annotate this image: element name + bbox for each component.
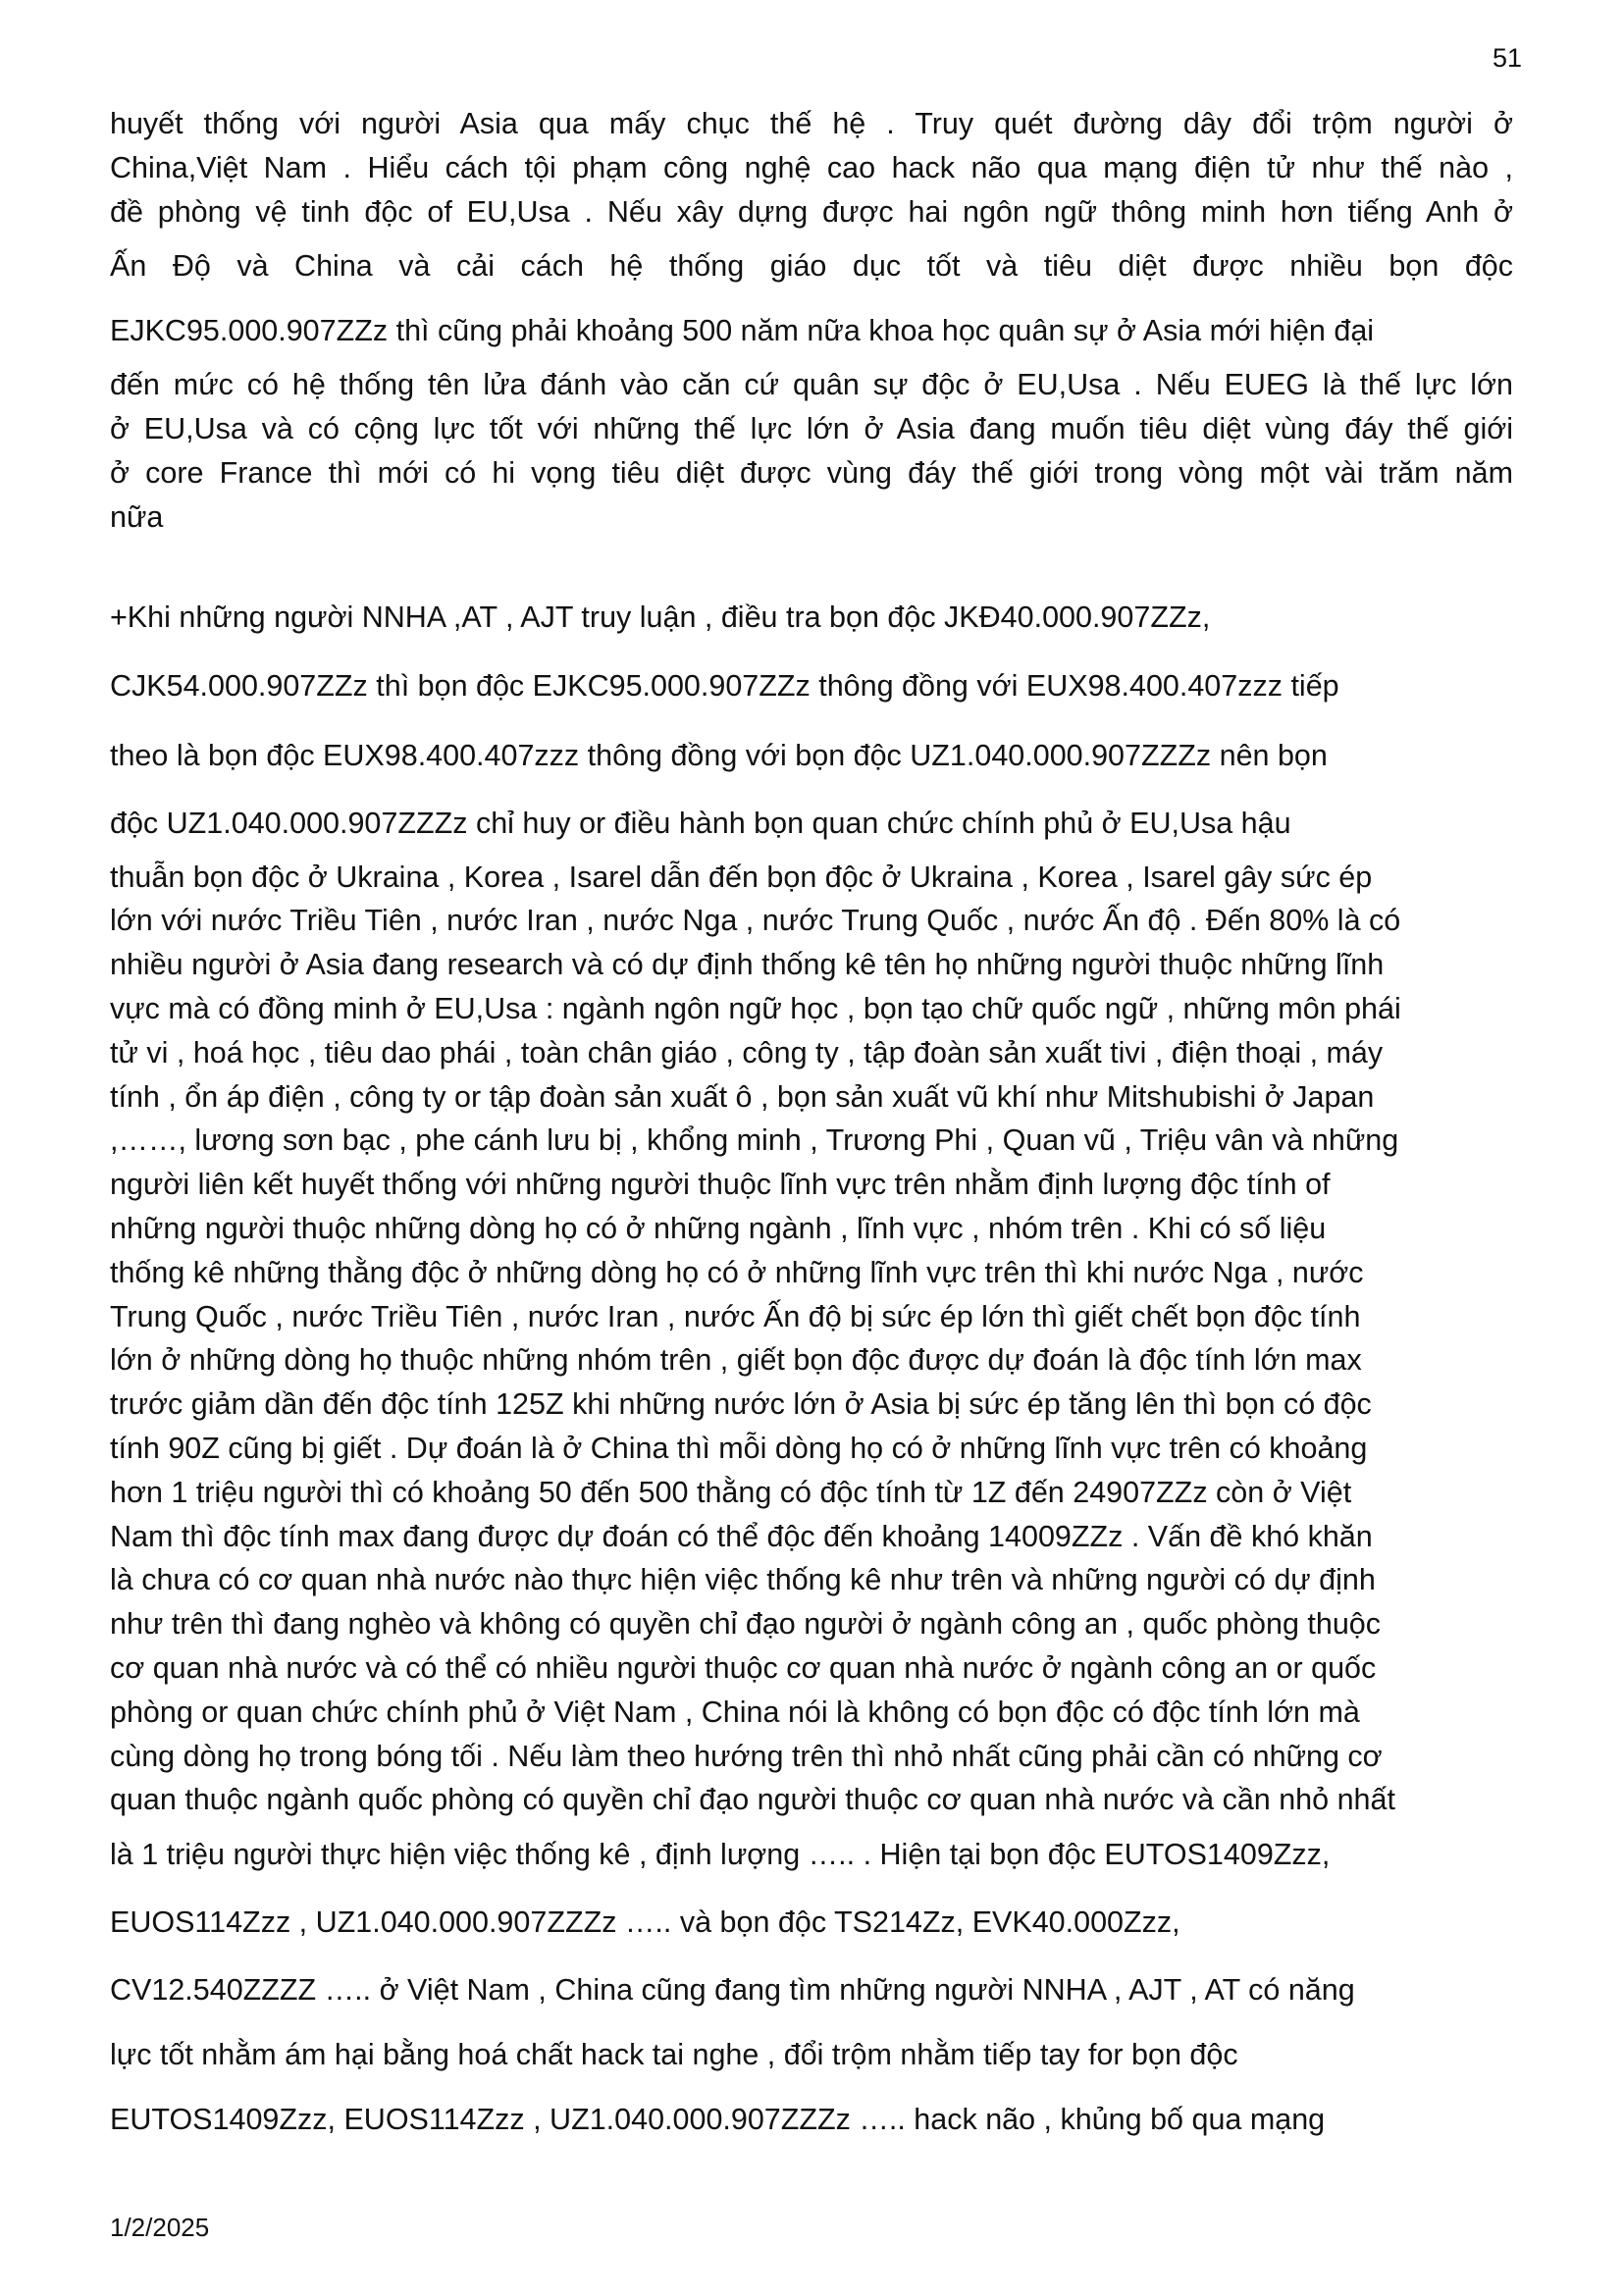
text-line: hơn 1 triệu người thì có khoảng 50 đến 500 thằng có độc tính từ 1Z đến 24907ZZz còn ở Việt <box>110 1475 1352 1509</box>
text-line: quan thuộc ngành quốc phòng có quyền chỉ đạo người thuộc cơ quan nhà nước và cần nhỏ nhất <box>110 1783 1395 1817</box>
text-line: tử vi , hoá học , tiêu dao phái , toàn chân giáo , công ty , tập đoàn sản xuất tivi , điện thoại , máy <box>110 1035 1384 1070</box>
text-line: EUTOS1409Zzz, EUOS114Zzz , UZ1.040.000.907ZZZz ….. hack não , khủng bố qua mạng <box>110 2103 1326 2137</box>
text-line: thống kê những thằng độc ở những dòng họ có ở những lĩnh vực trên thì khi nước Nga , nước <box>110 1255 1364 1289</box>
text-line: ở core France thì mới có hi vọng tiêu diệt được vùng đáy thế giới trong vòng một vài trăm năm <box>110 455 1513 490</box>
paragraph-1 <box>110 102 1513 540</box>
page-number: 51 <box>1492 43 1522 73</box>
paragraph-2 <box>110 583 1513 2153</box>
text-line: lớn với nước Triều Tiên , nước Iran , nước Nga , nước Trung Quốc , nước Ấn độ . Đến 80% là có <box>110 904 1401 938</box>
text-line: Nam thì độc tính max đang được dự đoán có thể độc đến khoảng 14009ZZz . Vấn đề khó khăn <box>110 1519 1373 1553</box>
text-line: nhiều người ở Asia đang research và có dự định thống kê tên họ những người thuộc những lĩnh <box>110 948 1385 982</box>
text-line: tính , ổn áp điện , công ty or tập đoàn sản xuất ô , bọn sản xuất vũ khí như Mitshubishi ở Japan <box>110 1079 1375 1114</box>
paragraph-gap <box>110 540 1513 583</box>
text-line: tính 90Z cũng bị giết . Dự đoán là ở China thì mỗi dòng họ có ở những lĩnh vực trên có khoảng <box>110 1431 1368 1465</box>
text-line: phòng or quan chức chính phủ ở Việt Nam , China nói là không có bọn độc có độc tính lớn mà <box>110 1695 1360 1729</box>
document-body <box>110 102 1513 2152</box>
text-line: Ấn Độ và China và cải cách hệ thống giáo dục tốt và tiêu diệt được nhiều bọn độc <box>110 249 1513 284</box>
text-line: China,Việt Nam . Hiểu cách tội phạm công nghệ cao hack não qua mạng điện tử như thế nào , <box>110 150 1513 184</box>
text-line: lực tốt nhằm ám hại bằng hoá chất hack tai nghe , đổi trộm nhằm tiếp tay for bọn độc <box>110 2038 1238 2072</box>
text-line: EUOS114Zzz , UZ1.040.000.907ZZZz ….. và bọn độc TS214Zz, EVK40.000Zzz, <box>110 1905 1180 1940</box>
text-line: cùng dòng họ trong bóng tối . Nếu làm theo hướng trên thì nhỏ nhất cũng phải cần có những cơ <box>110 1739 1383 1773</box>
text-line: như trên thì đang nghèo và không có quyền chỉ đạo người ở ngành công an , quốc phòng thuộc <box>110 1607 1382 1642</box>
text-line: thuẫn bọn độc ở Ukraina , Korea , Isarel dẫn đến bọn độc ở Ukraina , Korea , Isarel gây sức ép <box>110 860 1373 894</box>
footer-date: 1/2/2025 <box>110 2213 210 2242</box>
text-line: là 1 triệu người thực hiện việc thống kê , định lượng ….. . Hiện tại bọn độc EUTOS1409Zzz, <box>110 1838 1331 1872</box>
text-line: EJKC95.000.907ZZz thì cũng phải khoảng 500 năm nữa khoa học quân sự ở Asia mới hiện đại <box>110 314 1375 348</box>
text-line: đến mức có hệ thống tên lửa đánh vào căn cứ quân sự độc ở EU,Usa . Nếu EUEG là thế lực lớn <box>110 368 1513 402</box>
text-line: độc UZ1.040.000.907ZZZz chỉ huy or điều hành bọn quan chức chính phủ ở EU,Usa hậu <box>110 806 1291 840</box>
text-line: là chưa có cơ quan nhà nước nào thực hiện việc thống kê như trên và những người có dự định <box>110 1563 1376 1597</box>
text-line: Trung Quốc , nước Triều Tiên , nước Iran , nước Ấn độ bị sức ép lớn thì giết chết bọn độc tính <box>110 1299 1361 1333</box>
text-line: đề phòng vệ tinh độc of EU,Usa . Nếu xây dựng được hai ngôn ngữ thông minh hơn tiếng Anh ở <box>110 194 1513 229</box>
text-line: lớn ở những dòng họ thuộc những nhóm trên , giết bọn độc được dự đoán là độc tính lớn max <box>110 1343 1362 1378</box>
text-line: vực mà có đồng minh ở EU,Usa : ngành ngôn ngữ học , bọn tạo chữ quốc ngữ , những môn phái <box>110 991 1401 1025</box>
text-line: cơ quan nhà nước và có thể có nhiều người thuộc cơ quan nhà nước ở ngành công an or quốc <box>110 1650 1377 1685</box>
text-line: nữa <box>110 499 164 534</box>
text-line: người liên kết huyết thống với những người thuộc lĩnh vực trên nhằm định lượng độc tính of <box>110 1168 1331 1202</box>
text-line: trước giảm dần đến độc tính 125Z khi những nước lớn ở Asia bị sức ép tăng lên thì bọn có độc <box>110 1387 1372 1422</box>
text-line: huyết thống với người Asia qua mấy chục thế hệ . Truy quét đường dây đổi trộm người ở <box>110 107 1513 140</box>
text-line: những người thuộc những dòng họ có ở những ngành , lĩnh vực , nhóm trên . Khi có số liệu <box>110 1211 1327 1245</box>
text-line: CJK54.000.907ZZz thì bọn độc EJKC95.000.907ZZz thông đồng với EUX98.400.407zzz tiếp <box>110 668 1339 703</box>
text-line: CV12.540ZZZZ ….. ở Việt Nam , China cũng đang tìm những người NNHA , AJT , AT có năng <box>110 1973 1355 2008</box>
text-line: ,……, lương sơn bạc , phe cánh lưu bị , khổng minh , Trương Phi , Quan vũ , Triệu vân và những <box>110 1123 1399 1158</box>
text-line: +Khi những người NNHA ,AT , AJT truy luận , điều tra bọn độc JKĐ40.000.907ZZz, <box>110 600 1211 634</box>
text-line: ở EU,Usa và có cộng lực tốt với những thế lực lớn ở Asia đang muốn tiêu diệt vùng đáy thế giới <box>110 412 1513 446</box>
text-line: theo là bọn độc EUX98.400.407zzz thông đồng với bọn độc UZ1.040.000.907ZZZz nên bọn <box>110 738 1328 772</box>
